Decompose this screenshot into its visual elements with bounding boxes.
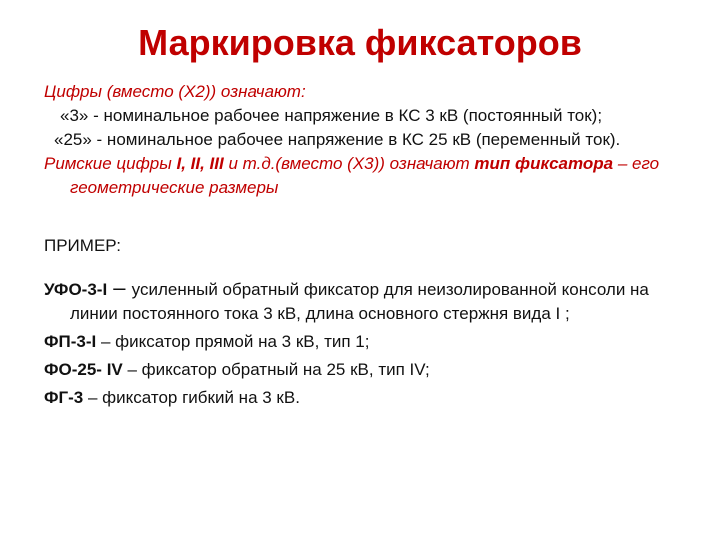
example-separator: – [107,275,132,300]
roman-digits-description [44,152,674,200]
example-label: ПРИМЕР: [44,236,121,255]
slide-title: Маркировка фиксаторов [138,22,582,63]
roman-numerals: I, II, III [176,154,224,173]
example-description: фиксатор обратный на 25 кВ, тип IV; [141,360,430,379]
example-code: ФП-3-I [44,332,97,351]
fixator-type-term: тип фиксатора [474,154,614,173]
content-body [44,80,674,410]
example-code: ФО-25- IV [44,360,123,379]
example-item [44,386,674,410]
example-item [44,276,674,326]
example-item [44,330,674,354]
digit-25-description: «25» - номинальное рабочее напряжение в КС 25 кВ (переменный ток). [54,130,621,149]
example-description: усиленный обратный фиксатор для неизолированной консоли на линии постоянного тока 3 кВ, длина основного стержня вида I ; [70,280,649,323]
example-code: УФО-3-I [44,280,108,299]
digits-heading: Цифры (вместо (Х2)) означают: [44,82,306,101]
example-separator: – [96,332,116,351]
roman-prefix: Римские цифры [44,154,177,173]
digit-3-description: «3» - номинальное рабочее напряжение в КС 3 кВ (постоянный ток); [60,106,603,125]
roman-suffix: – его геометрические размеры [70,154,660,197]
roman-middle: и т.д.(вместо (Х3)) означают [223,154,475,173]
example-item [44,358,674,382]
example-description: фиксатор гибкий на 3 кВ. [102,388,300,407]
example-separator: – [122,360,142,379]
example-code: ФГ-3 [44,388,84,407]
example-description: фиксатор прямой на 3 кВ, тип 1; [115,332,370,351]
example-separator: – [83,388,103,407]
